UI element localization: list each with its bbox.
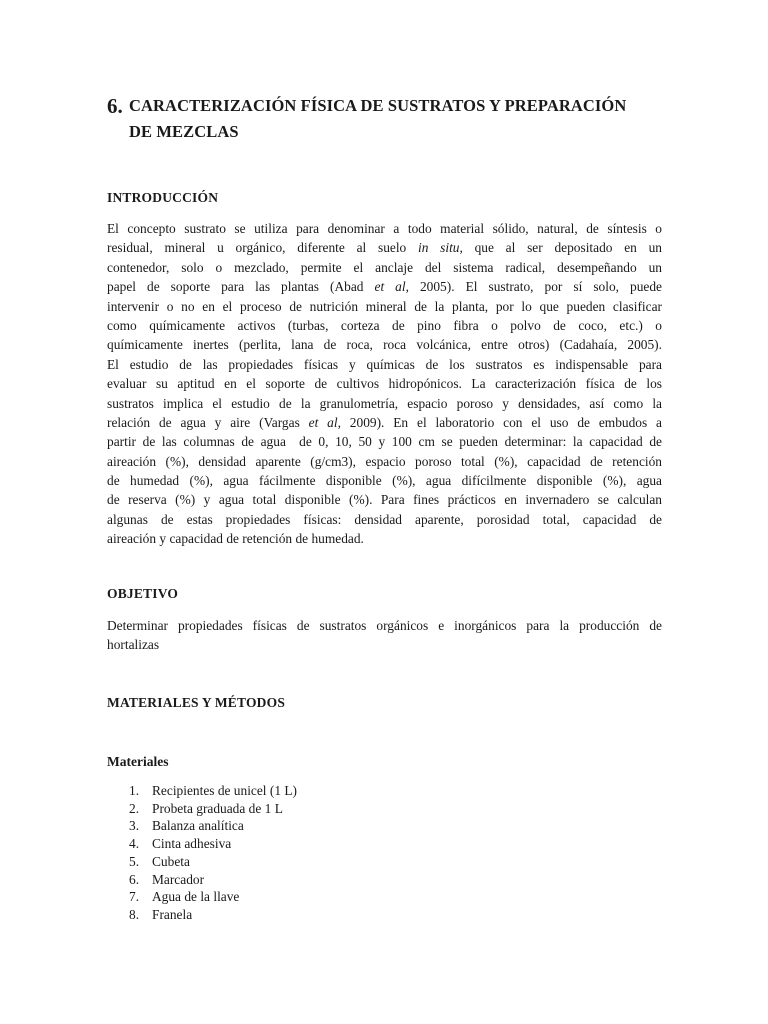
- objective-line: hortalizas: [107, 637, 160, 653]
- text-segment: , 2005). El sustrato, por sí solo, puede: [405, 279, 662, 295]
- paragraph-line: [107, 374, 662, 393]
- italic-text: in situ: [418, 240, 460, 256]
- material-item: [129, 906, 297, 924]
- material-item: [129, 888, 297, 906]
- text-segment: sustratos implica el estudio de la granulometría, espacio poroso y densidades, así como la: [107, 395, 662, 411]
- paragraph-line: [107, 355, 662, 374]
- material-item: [129, 800, 297, 818]
- paragraph-line: [107, 394, 662, 413]
- text-segment: evaluar su aptitud en el soporte de cultivos hidropónicos. La caracterización física de los: [107, 376, 662, 392]
- material-text: Marcador: [152, 871, 205, 887]
- paragraph-line: [107, 471, 662, 490]
- material-item: [129, 835, 297, 853]
- material-text: Franela: [152, 906, 193, 922]
- material-number: 8.: [129, 906, 140, 922]
- material-item: [129, 853, 297, 871]
- text-segment: , que al ser depositado en un: [459, 240, 662, 256]
- text-segment: El concepto sustrato se utiliza para denominar a todo material sólido, natural, de síntesis o: [107, 221, 662, 236]
- paragraph-line: [107, 452, 662, 471]
- text-segment: papel de soporte para las plantas (Abad: [107, 279, 375, 295]
- italic-text: et al: [308, 414, 338, 430]
- material-number: 7.: [129, 889, 140, 905]
- paragraph-line: [107, 316, 662, 335]
- introduction-heading: INTRODUCCIÓN: [107, 190, 219, 205]
- paragraph-line: [107, 510, 662, 529]
- material-number: 3.: [129, 818, 140, 834]
- chapter-title: [129, 93, 626, 145]
- objective-heading: OBJETIVO: [107, 586, 179, 601]
- chapter-title-line-2: DE MEZCLAS: [129, 122, 239, 141]
- chapter-title-line-1: CARACTERIZACIÓN FÍSICA DE SUSTRATOS Y PREPARACIÓN: [129, 96, 627, 115]
- material-number: 1.: [129, 783, 140, 798]
- material-number: 6.: [129, 871, 140, 887]
- text-segment: algunas de estas propiedades físicas: densidad aparente, porosidad total, capacidad de: [107, 511, 662, 527]
- text-segment: residual, mineral u orgánico, diferente al suelo: [107, 240, 418, 256]
- material-text: Recipientes de unicel (1 L): [152, 783, 298, 798]
- introduction-paragraph: [107, 219, 662, 549]
- chapter-number: 6.: [107, 94, 123, 118]
- material-item: [129, 817, 297, 835]
- text-segment: aireación (%), densidad aparente (g/cm3), espacio poroso total (%), capacidad de retención: [107, 453, 662, 469]
- text-segment: como químicamente activos (turbas, corteza de pino fibra o polvo de coco, etc.) o: [107, 317, 662, 333]
- text-segment: relación de agua y aire (Vargas: [107, 414, 309, 430]
- paragraph-line: [107, 277, 662, 296]
- material-number: 4.: [129, 836, 140, 852]
- text-segment: intervenir o no en el proceso de nutrición mineral de la planta, por lo que pueden clasificar: [107, 298, 662, 314]
- paragraph-line: [107, 490, 662, 509]
- chapter-heading: [107, 93, 667, 145]
- text-segment: , 2009). En el laboratorio con el uso de embudos a: [337, 414, 662, 430]
- materials-heading: Materiales: [107, 754, 169, 769]
- material-item: [129, 871, 297, 889]
- paragraph-line: [107, 219, 662, 238]
- paragraph-line: [107, 335, 662, 354]
- paragraph-line: [107, 432, 662, 451]
- materials-list: [129, 782, 297, 924]
- text-segment: químicamente inertes (perlita, lana de roca, roca volcánica, entre otros) (Cadahaía, 2005).: [107, 337, 662, 353]
- paragraph-line: [107, 529, 662, 548]
- material-text: Balanza analítica: [152, 818, 244, 834]
- methods-heading: MATERIALES Y MÉTODOS: [107, 695, 286, 710]
- objective-line: Determinar propiedades físicas de sustratos orgánicos e inorgánicos para la producción de: [107, 618, 662, 633]
- material-number: 2.: [129, 800, 140, 816]
- text-segment: de reserva (%) y agua total disponible (%). Para fines prácticos en invernadero se calculan: [107, 492, 662, 508]
- material-number: 5.: [129, 853, 140, 869]
- material-item: [129, 782, 297, 800]
- paragraph-line: [107, 238, 662, 257]
- material-text: Agua de la llave: [152, 889, 240, 905]
- text-segment: El estudio de las propiedades físicas y químicas de los sustratos es indispensable para: [107, 356, 662, 372]
- text-segment: contenedor, solo o mezclado, permite el anclaje del sistema radical, desempeñando un: [107, 259, 662, 275]
- text-segment: partir de las columnas de agua de 0, 10, 50 y 100 cm se pueden determinar: la capacidad de: [107, 434, 662, 450]
- italic-text: et al: [374, 279, 406, 295]
- paragraph-line: [107, 297, 662, 316]
- material-text: Cubeta: [152, 853, 190, 869]
- material-text: Cinta adhesiva: [152, 836, 232, 852]
- objective-paragraph: [107, 616, 662, 655]
- text-segment: de humedad (%), agua fácilmente disponible (%), agua difícilmente disponible (%), agua: [107, 473, 662, 489]
- text-segment: aireación y capacidad de retención de humedad.: [107, 531, 364, 547]
- material-text: Probeta graduada de 1 L: [152, 800, 283, 816]
- paragraph-line: [107, 258, 662, 277]
- paragraph-line: [107, 413, 662, 432]
